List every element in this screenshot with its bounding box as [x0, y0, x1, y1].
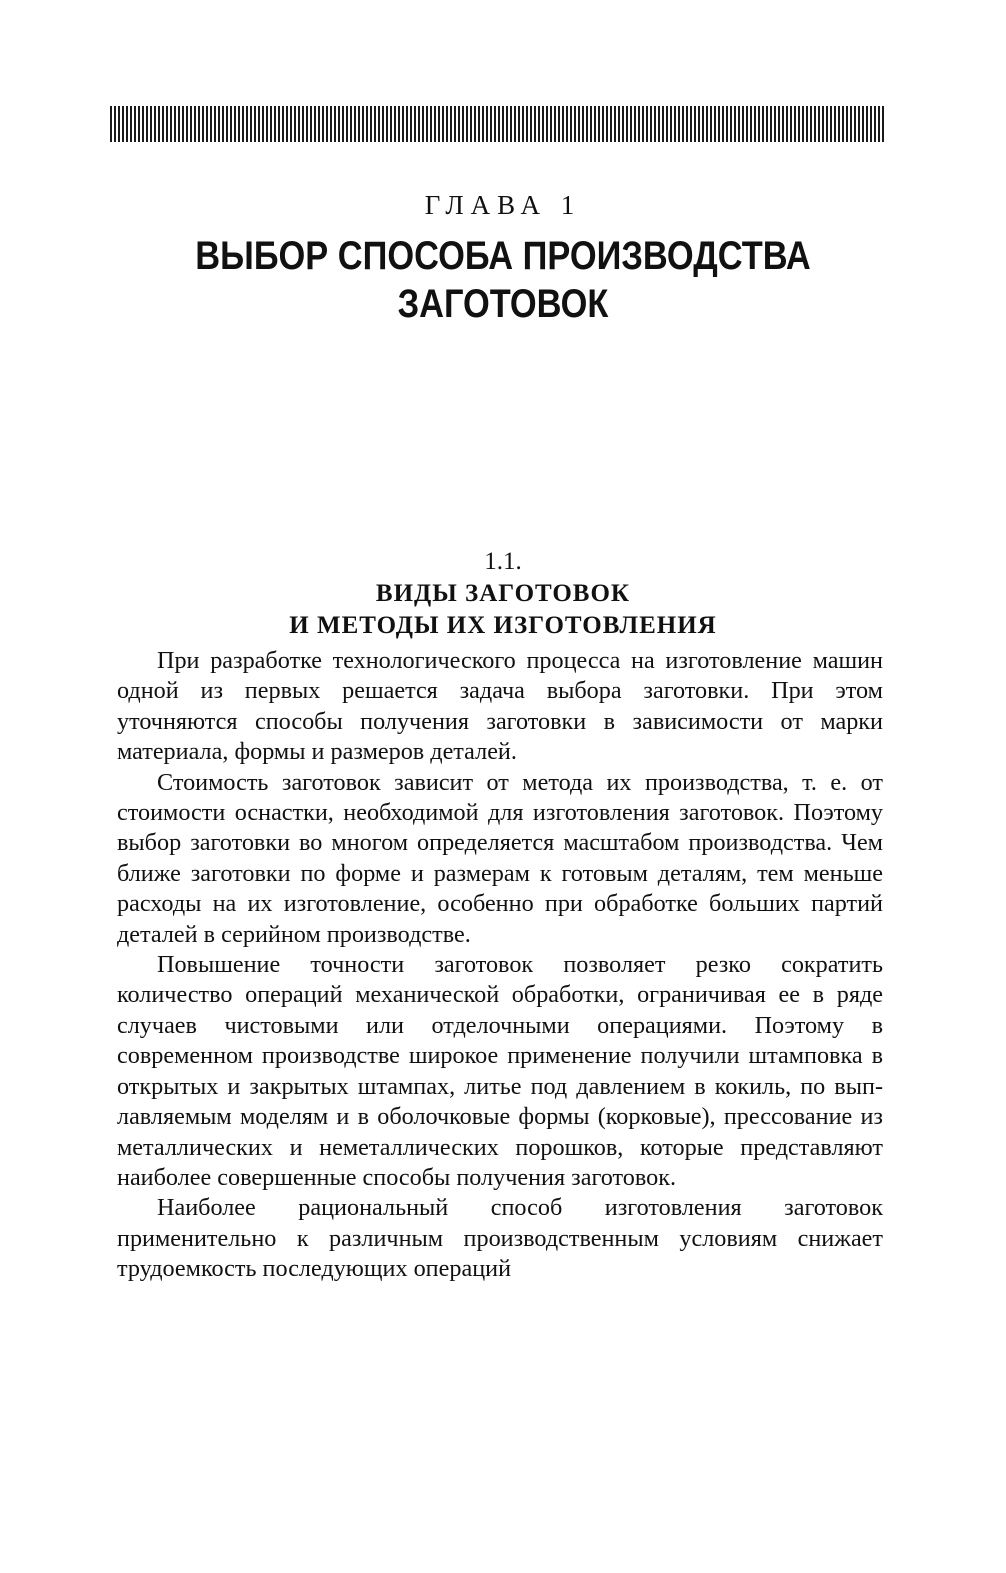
section-heading [0, 546, 1006, 642]
paragraph-2: Стоимость заготовок зависит от метода их производства, т. е. от стоимости оснастки, необходимой для изготовления заготовок. Поэтому выбор заготовки во многом определяется масштабом производства. Чем ближе заготовки по форме и размерам к готовым деталям, тем меньше расходы на их изготовление, особенно при обработке больших партий деталей в серийном производстве. [117, 768, 883, 948]
paragraph-4: Наиболее рациональный способ изготовления заготовок применительно к различным производственным условиям снижает трудоемкость последующих операций [117, 1194, 883, 1283]
paragraph-1: При разработке технологического процесса на изготовление машин одной из первых решается задача выбора заготовки. При этом уточняются способы получения заготовки в зависимости от марки материала, формы и размеров деталей. [117, 647, 883, 766]
chapter-title [70, 232, 935, 328]
chapter-header-ornament [110, 106, 884, 142]
chapter-title-line-2: ЗАГОТОВОК [397, 282, 609, 326]
section-title-line-2: И МЕТОДЫ ИХ ИЗГОТОВЛЕНИЯ [289, 612, 717, 639]
section-number: 1.1. [484, 548, 522, 575]
body-text [117, 646, 883, 1285]
paragraph-3: Повышение точности заготовок позволяет резко сократить количество операций механической обработки, ограничивая ее в ряде случаев чистовыми или отделочными операциями. Поэтому в современном производстве широкое применение получили штамповка в открытых и закрытых штампах, литье под давлением в кокиль, по выплавляемым моделям и в оболочковые формы (корковые), прессование из металлических и неметаллических порошков, которые представляют наиболее совершенные способы получения заготовок. [117, 951, 883, 1191]
section-title-line-1: ВИДЫ ЗАГОТОВОК [375, 580, 631, 607]
chapter-title-line-1: ВЫБОР СПОСОБА ПРОИЗВОДСТВА [195, 234, 811, 278]
chapter-label: ГЛАВА 1 [424, 190, 582, 220]
